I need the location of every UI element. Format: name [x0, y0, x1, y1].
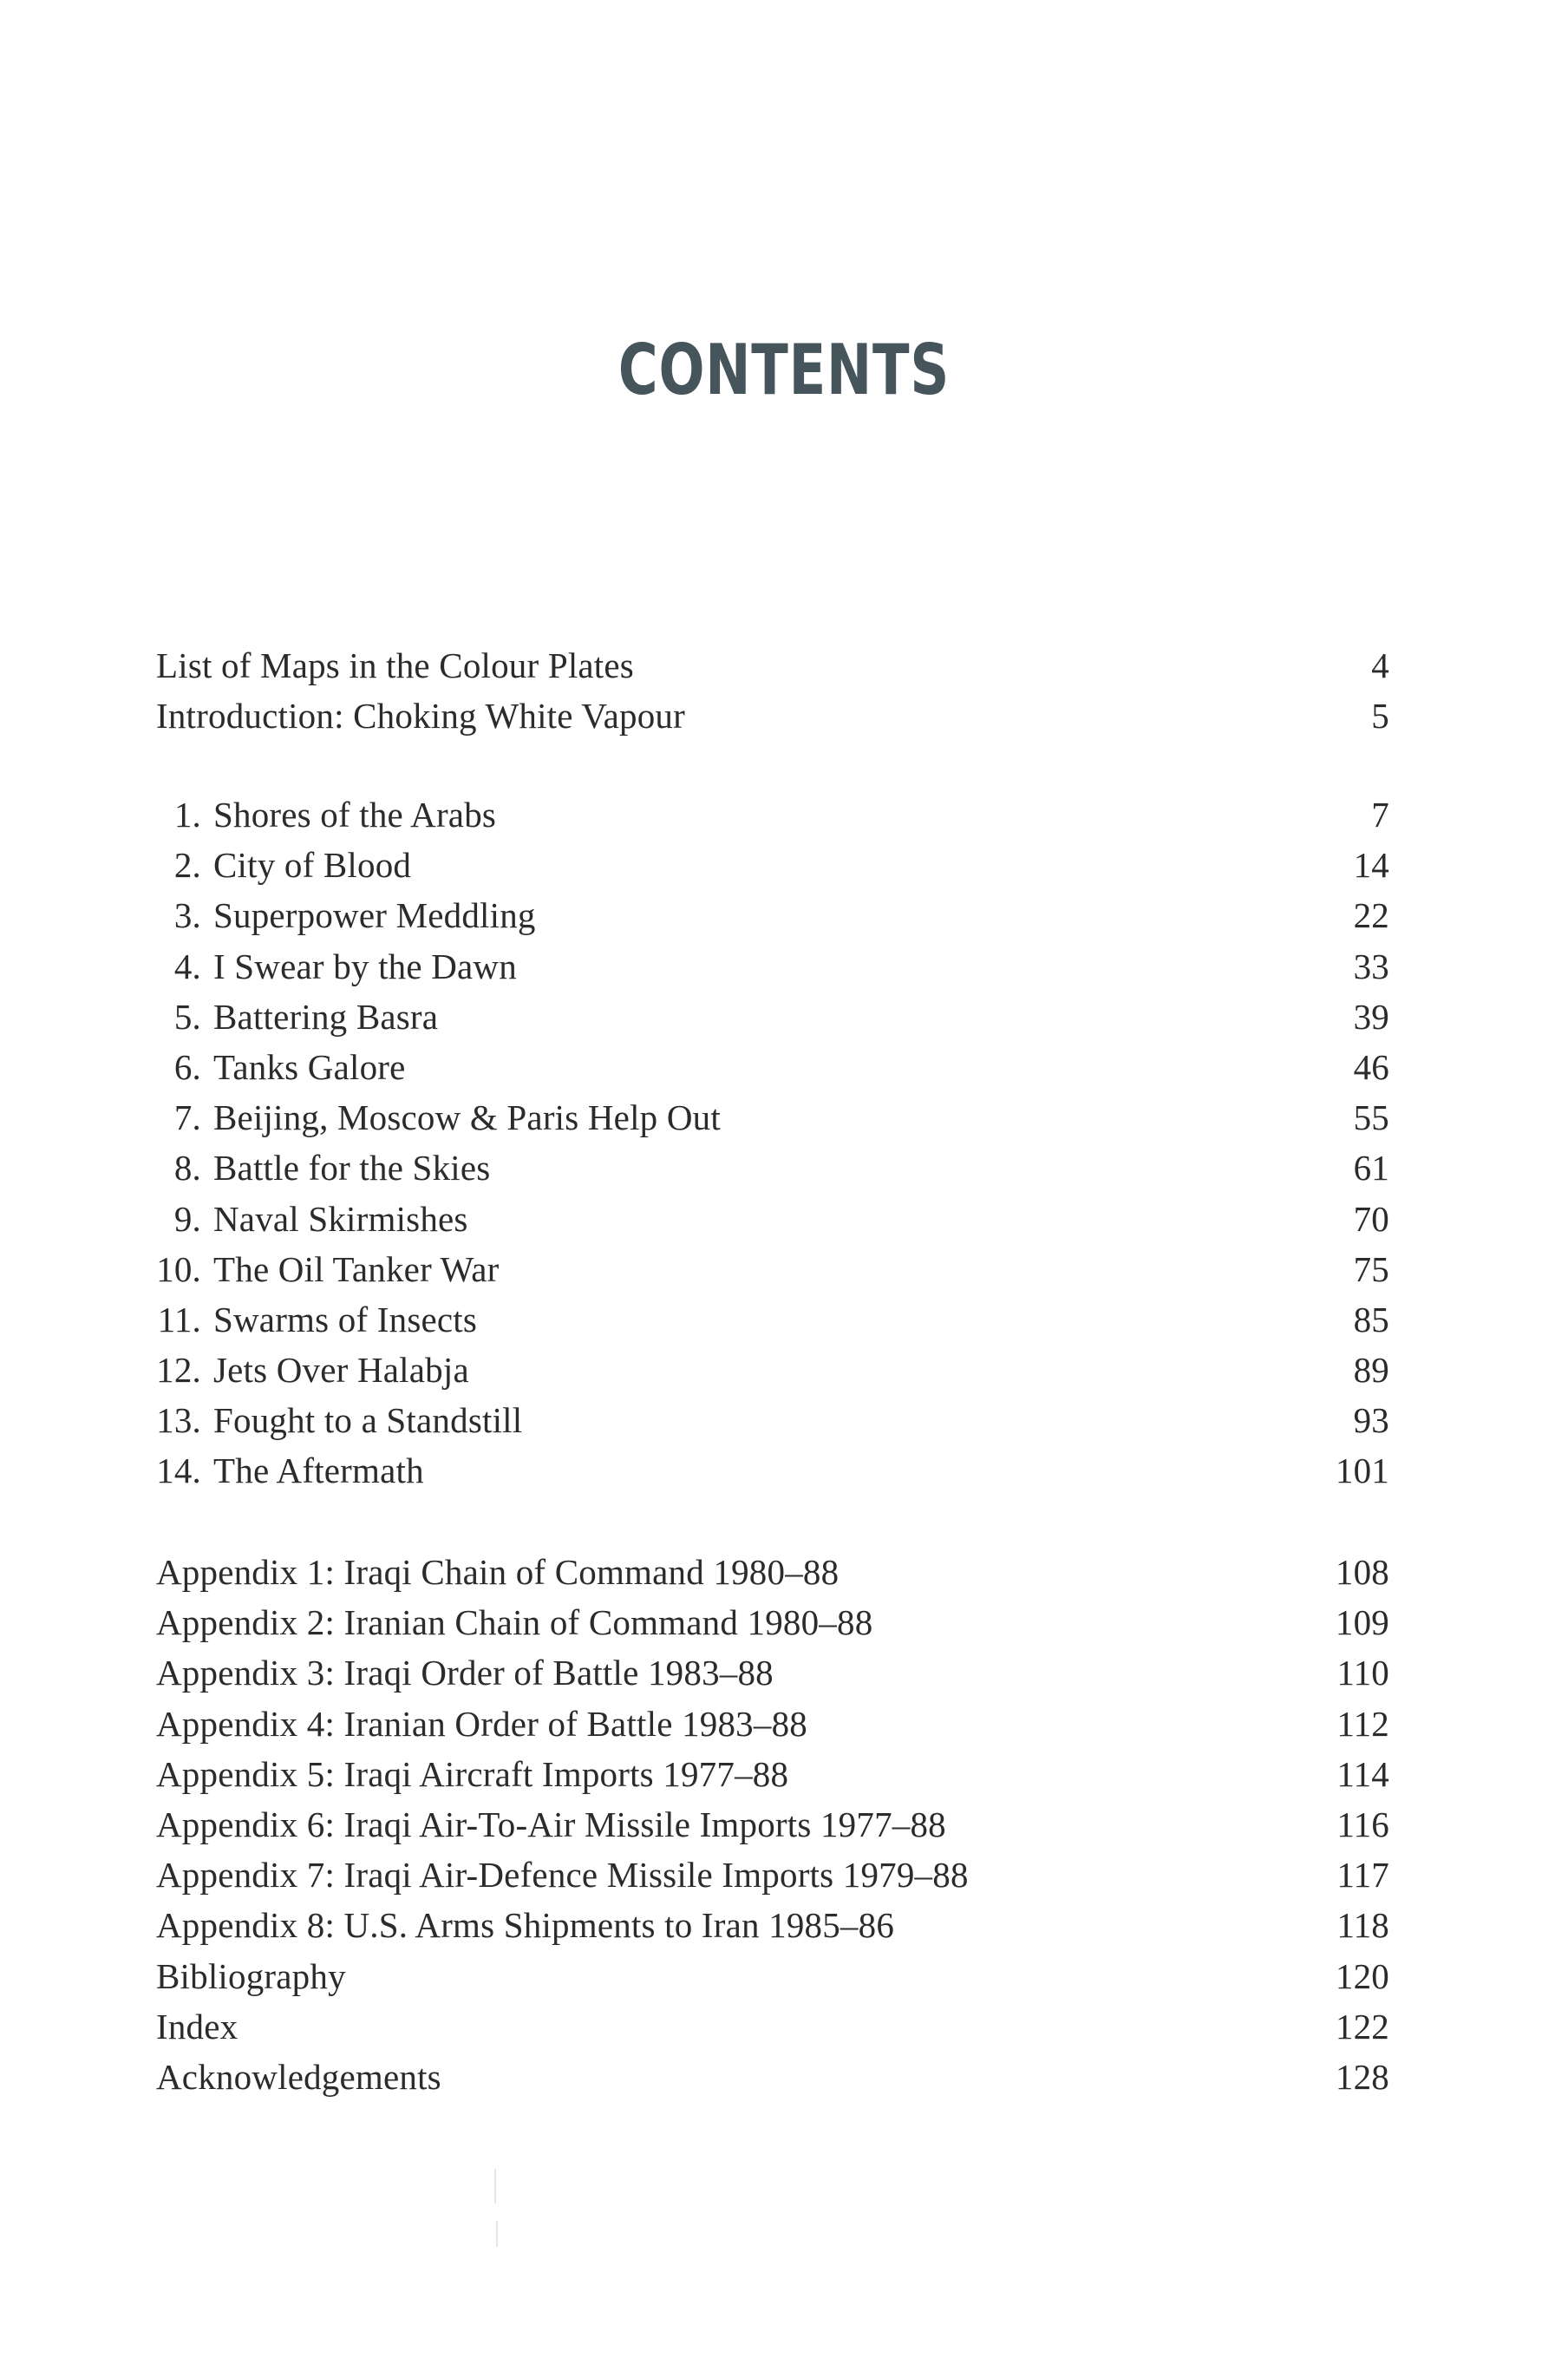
chapter-page: 7: [1371, 795, 1389, 835]
chapter-title: Fought to a Standstill: [213, 1400, 523, 1441]
toc-chapter-5[interactable]: [156, 992, 1389, 1042]
chapter-page: 89: [1353, 1350, 1389, 1391]
toc-chapter-10[interactable]: [156, 1244, 1389, 1294]
chapter-title: Naval Skirmishes: [213, 1198, 468, 1239]
chapter-title: The Oil Tanker War: [213, 1248, 500, 1289]
chapter-page: 61: [1353, 1148, 1389, 1189]
chapter-number: 3.: [173, 895, 201, 936]
toc-appendix-5[interactable]: [156, 1749, 1389, 1799]
toc-chapter-3[interactable]: [156, 890, 1389, 940]
toc-entry-page: 114: [1336, 1753, 1389, 1794]
chapter-number: 4.: [173, 946, 201, 986]
chapter-title: Beijing, Moscow & Paris Help Out: [213, 1097, 721, 1138]
toc-index[interactable]: [156, 2001, 1389, 2052]
toc-front-matter: [156, 640, 1389, 741]
chapter-page: 55: [1353, 1097, 1389, 1138]
chapter-page: 14: [1353, 845, 1389, 886]
toc-chapter-6[interactable]: [156, 1042, 1389, 1092]
toc-entry-list-of-maps[interactable]: [156, 640, 1389, 691]
toc-entry-page: 120: [1335, 1955, 1389, 1996]
toc-entry-label: Bibliography: [156, 1955, 346, 1996]
chapter-number: 7.: [173, 1097, 201, 1138]
chapter-title: Battering Basra: [213, 996, 439, 1037]
chapter-number: 8.: [173, 1148, 201, 1189]
toc-entry-page: 117: [1336, 1855, 1389, 1896]
toc-appendix-2[interactable]: [156, 1597, 1389, 1647]
toc-entry-page: 4: [1371, 645, 1389, 685]
toc-entry-label: Appendix 2: Iranian Chain of Command 1980–88: [156, 1602, 873, 1643]
chapter-title: Swarms of Insects: [213, 1299, 478, 1339]
page-title: CONTENTS: [617, 329, 951, 410]
toc-appendix-8[interactable]: [156, 1900, 1389, 1950]
toc-entry-label: Acknowledgements: [156, 2056, 441, 2097]
toc-entry-label: Index: [156, 2006, 238, 2046]
toc-chapter-13[interactable]: [156, 1395, 1389, 1445]
toc-entry-label: Appendix 4: Iranian Order of Battle 1983–88: [156, 1703, 807, 1744]
chapter-title: Jets Over Halabja: [213, 1350, 469, 1391]
toc-acknowledgements[interactable]: [156, 2052, 1389, 2102]
chapter-title: Superpower Meddling: [213, 895, 536, 936]
toc-entry-label: Introduction: Choking White Vapour: [156, 696, 685, 737]
toc-chapter-11[interactable]: [156, 1294, 1389, 1345]
toc-entry-page: 128: [1335, 2056, 1389, 2097]
toc-entry-label: Appendix 8: U.S. Arms Shipments to Iran 1985–86: [156, 1905, 895, 1946]
toc-chapter-1[interactable]: [156, 789, 1389, 840]
chapter-page: 33: [1353, 946, 1389, 986]
toc-entry-label: List of Maps in the Colour Plates: [156, 645, 634, 685]
toc-appendix-7[interactable]: [156, 1850, 1389, 1900]
toc-appendix-6[interactable]: [156, 1799, 1389, 1850]
toc-chapters: [156, 789, 1389, 1496]
chapter-number: 12.: [156, 1350, 201, 1391]
chapter-page: 101: [1335, 1450, 1389, 1491]
toc-entry-page: 116: [1336, 1804, 1389, 1844]
toc-entry-label: Appendix 3: Iraqi Order of Battle 1983–88: [156, 1653, 774, 1693]
chapter-page: 70: [1353, 1198, 1389, 1239]
chapter-title: Shores of the Arabs: [213, 795, 497, 835]
toc-chapter-14[interactable]: [156, 1445, 1389, 1496]
toc-bibliography[interactable]: [156, 1951, 1389, 2001]
chapter-page: 46: [1353, 1046, 1389, 1087]
chapter-title: Battle for the Skies: [213, 1148, 491, 1189]
toc-appendix-1[interactable]: [156, 1547, 1389, 1597]
scan-artifact: [496, 2221, 498, 2247]
chapter-page: 22: [1353, 895, 1389, 936]
toc-back-matter: [156, 1547, 1389, 2102]
chapter-number: 2.: [173, 845, 201, 886]
chapter-number: 10.: [156, 1248, 201, 1289]
chapter-title: City of Blood: [213, 845, 412, 886]
chapter-page: 75: [1353, 1248, 1389, 1289]
toc-entry-introduction[interactable]: [156, 691, 1389, 741]
toc-entry-label: Appendix 1: Iraqi Chain of Command 1980–88: [156, 1552, 840, 1592]
toc-entry-label: Appendix 7: Iraqi Air-Defence Missile Imports 1979–88: [156, 1855, 969, 1896]
scan-artifact: [494, 2169, 496, 2204]
chapter-page: 85: [1353, 1299, 1389, 1339]
toc-entry-label: Appendix 5: Iraqi Aircraft Imports 1977–88: [156, 1753, 789, 1794]
chapter-number: 1.: [173, 795, 201, 835]
chapter-number: 13.: [156, 1400, 201, 1441]
toc-chapter-9[interactable]: [156, 1194, 1389, 1244]
toc-chapter-7[interactable]: [156, 1092, 1389, 1143]
chapter-title: Tanks Galore: [213, 1046, 406, 1087]
toc-chapter-12[interactable]: [156, 1345, 1389, 1395]
chapter-number: 5.: [173, 996, 201, 1037]
toc-entry-page: 108: [1335, 1552, 1389, 1592]
chapter-page: 39: [1353, 996, 1389, 1037]
chapter-number: 14.: [156, 1450, 201, 1491]
toc-entry-page: 118: [1336, 1905, 1389, 1946]
toc-chapter-4[interactable]: [156, 941, 1389, 992]
toc-appendix-3[interactable]: [156, 1647, 1389, 1698]
toc-entry-label: Appendix 6: Iraqi Air-To-Air Missile Imports 1977–88: [156, 1804, 946, 1844]
chapter-number: 6.: [173, 1046, 201, 1087]
toc-entry-page: 110: [1336, 1653, 1389, 1693]
toc-chapter-2[interactable]: [156, 840, 1389, 890]
toc-chapter-8[interactable]: [156, 1143, 1389, 1193]
toc-entry-page: 109: [1335, 1602, 1389, 1643]
toc-entry-page: 112: [1336, 1703, 1389, 1744]
toc-entry-page: 5: [1371, 696, 1389, 737]
chapter-number: 9.: [173, 1198, 201, 1239]
toc-entry-page: 122: [1335, 2006, 1389, 2046]
chapter-title: The Aftermath: [213, 1450, 424, 1491]
chapter-number: 11.: [157, 1299, 201, 1339]
chapter-title: I Swear by the Dawn: [213, 946, 517, 986]
toc-appendix-4[interactable]: [156, 1699, 1389, 1749]
chapter-page: 93: [1353, 1400, 1389, 1441]
